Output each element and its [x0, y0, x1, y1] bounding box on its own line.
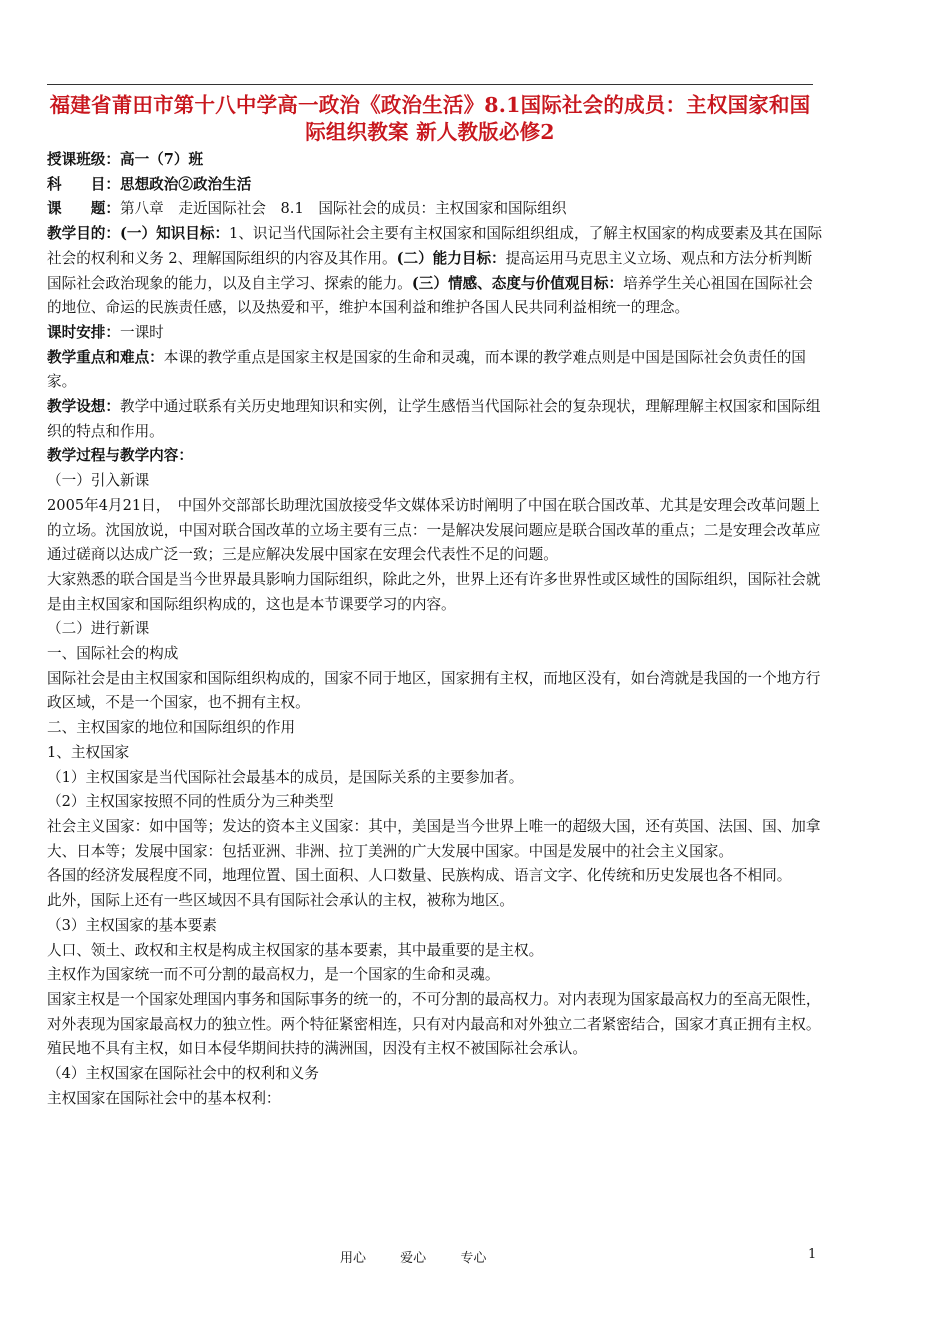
- teaching-design: 教学设想：教学中通过联系有关历史地理知识和实例，让学生感悟当代国际社会的复杂现状，理解理解主权国家和国际组织的特点和作用。: [47, 398, 821, 440]
- paragraph: 人口、领土、政权和主权是构成主权国家的基本要素，其中最重要的是主权。: [47, 941, 544, 959]
- paragraph: 主权国家在国际社会中的基本权利：: [47, 1089, 281, 1107]
- document-body: [47, 148, 825, 1111]
- paragraph: 二、主权国家的地位和国际组织的作用: [47, 719, 296, 737]
- paragraph: （4）主权国家在国际社会中的权利和义务: [47, 1065, 319, 1083]
- paragraph: （1）主权国家是当代国际社会最基本的成员，是国际关系的主要参加者。: [47, 768, 524, 786]
- footer-motto-word: 用心: [340, 1251, 367, 1266]
- meta-topic: 课 题：第八章 走近国际社会 8.1 国际社会的成员：主权国家和国际组织: [47, 200, 567, 218]
- paragraph: （二）进行新课: [47, 620, 150, 638]
- paragraph: 1、主权国家: [47, 743, 130, 761]
- paragraph: 殖民地不具有主权，如日本侵华期间扶持的满洲国，因没有主权不被国际社会承认。: [47, 1040, 587, 1058]
- paragraph: 国际社会是由主权国家和国际组织构成的，国家不同于地区，国家拥有主权，而地区没有，如台湾就是我国的一个地方行政区域，不是一个国家，也不拥有主权。: [47, 669, 821, 712]
- class-schedule: 课时安排：一课时: [47, 323, 164, 341]
- page-footer: [0, 1247, 950, 1267]
- footer-motto: [340, 1247, 516, 1266]
- paragraph: 国家主权是一个国家处理国内事务和国际事务的统一的，不可分割的最高权力。对内表现为国家最高权力的至高无限性，对外表现为国家最高权力的独立性。两个特征紧密相连，只有对内最高和对外独立二者紧密结合，国家才真正拥有主权。: [47, 990, 821, 1033]
- paragraph: 2005年4月21日， 中国外交部部长助理沈国放接受华文媒体采访时阐明了中国在联合国改革、尤其是安理会改革问题上的立场。沈国放说，中国对联合国改革的立场主要有三点：一是解决发展问题应是联合国改革的重点；二是安理会改革应通过磋商以达成广泛一致；三是应解决发展中国家在安理会代表性不足的问题。: [47, 496, 821, 564]
- paragraph: （2）主权国家按照不同的性质分为三种类型: [47, 793, 334, 811]
- process-heading: 教学过程与教学内容：: [47, 447, 193, 465]
- footer-motto-word: 爱心: [400, 1251, 427, 1266]
- paragraph: 社会主义国家：如中国等；发达的资本主义国家：其中，美国是当今世界上唯一的超级大国，还有英国、法国、国、加拿大、日本等；发展中国家：包括亚洲、非洲、拉丁美洲的广大发展中国家。中国是发展中的社会主义国家。: [47, 817, 821, 860]
- paragraph: 各国的经济发展程度不同，地理位置、国土面积、人口数量、民族构成、语言文字、化传统和历史发展也各不相同。: [47, 867, 792, 885]
- footer-motto-word: 专心: [460, 1251, 487, 1266]
- meta-subject: 科 目：思想政治②政治生活: [47, 175, 252, 193]
- paragraph: 大家熟悉的联合国是当今世界最具影响力国际组织，除此之外，世界上还有许多世界性或区域性的国际组织，国际社会就是由主权国家和国际组织构成的，这也是本节课要学习的内容。: [47, 570, 821, 613]
- header-rule: [47, 84, 813, 85]
- paragraph: （3）主权国家的基本要素: [47, 916, 217, 934]
- key-points: 教学重点和难点：本课的教学重点是国家主权是国家的生命和灵魂，而本课的教学难点则是中国是国际社会负责任的国家。: [47, 348, 806, 391]
- paragraph: 此外，国际上还有一些区域因不具有国际社会承认的主权，被称为地区。: [47, 892, 515, 910]
- document-title: 福建省莆田市第十八中学高一政治《政治生活》8.1国际社会的成员：主权国家和国际组织教案 新人教版必修2: [49, 93, 811, 144]
- paragraph: 一、国际社会的构成: [47, 645, 179, 663]
- meta-class: 授课班级：高一（7）班: [47, 151, 204, 168]
- teaching-goals: 教学目的：(一）知识目标：1、识记当代国际社会主要有主权国家和国际组织组成，了解主权国家的构成要素及其在国际社会的权利和义务 2、理解国际组织的内容及其作用。(二）能力目标：提高运用马克思主义立场、观点和方法分析判断国际社会政治现象的能力，以及自主学习、探索的能力。(三）情感、态度与价值观目标：培养学生关心祖国在国际社会的地位、命运的民族责任感，以及热爱和平，维护本国利益和维护各国人民共同利益相统一的理念。: [47, 225, 823, 317]
- paragraph: （一）引入新课: [47, 472, 150, 490]
- page-number: 1: [808, 1247, 817, 1262]
- paragraph: 主权作为国家统一而不可分割的最高权力，是一个国家的生命和灵魂。: [47, 966, 500, 984]
